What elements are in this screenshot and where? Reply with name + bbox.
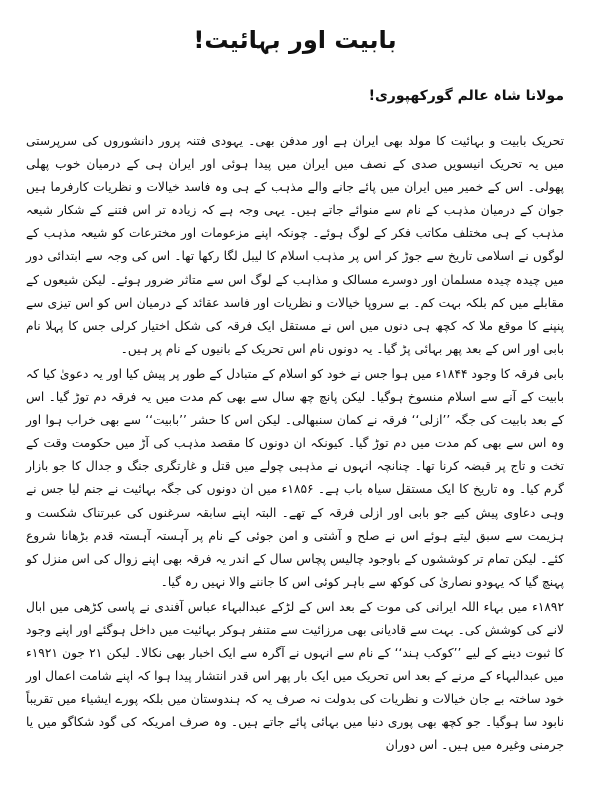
article-body [26,130,564,758]
article-title: بابیت اور بہائیت! [193,26,397,54]
paragraph-3: ۱۸۹۲ء میں بہاء اللہ ایرانی کی موت کے بعد اس کے لڑکے عبدالبہاء عباس آفندی نے پاسی کڑھی میں ابال لانے کی کوشش کی۔ بہت سے قادیانی بھی مرزائیت سے متنفر ہوکر بہائیت میں داخل ہوگئے اور اپنے وجود کا ثبوت دینے کے لیے ’’کوکب ہند‘‘ کے نام سے انہوں نے آگرہ سے ایک اخبار بھی نکالا۔ لیکن ۲۱ جون ۱۹۲۱ء میں عبدالبہاء کے مرنے کے بعد اس تحریک میں ایک بار پھر اس قدر انتشار پیدا ہوا کہ اپنے شامت اعمال اور خود ساختہ بے جان خیالات و نظریات کی بدولت نہ صرف یہ کہ ہندوستان میں بلکہ پورے ایشیاء میں تقریباً نابود سا ہوگیا۔ جو کچھ بھی پوری دنیا میں بہائی پائے جاتے ہیں۔ وہ صرف امریکہ کی گود شکاگو میں یا جرمنی وغیرہ میں ہیں۔ اس دوران [26,599,564,753]
paragraph-2: بابی فرقہ کا وجود ۱۸۴۴ء میں ہوا جس نے خود کو اسلام کے متبادل کے طور پر پیش کیا اور یہ دعویٰ کیا کہ بابیت کے آنے سے اسلام منسوخ ہوگیا۔ لیکن پانچ چھ سال سے بھی کم مدت میں یہ فرقہ دم توڑ گیا۔ اس کے بعد بابیت کی جگہ ’’ازلی‘‘ فرقہ نے کمان سنبھالی۔ لیکن اس کا حشر ’’بابیت‘‘ سے بھی خراب ہوا اور وہ اس سے بھی کم مدت میں دم توڑ گیا۔ کیونکہ ان دونوں کا مقصد مذہب کی آڑ میں حکومت وقت کے تخت و تاج پر قبضہ کرنا تھا۔ چنانچہ انہوں نے مذہبی چولے میں قتل و غارتگری جنگ و جدال کا جو بازار گرم کیا۔ وہ تاریخ کا ایک مستقل سیاہ باب ہے۔ ۱۸۵۶ء میں ان دونوں کی جگہ بہائیت نے جنم لیا جس نے وہی دعاوی پیش کیے جو بابی اور ازلی فرقہ کے تھے۔ البتہ اپنے سابقہ سرغنوں کی عبرتناک شکست و ہزیمت سے سبق لیتے ہوئے اس نے صلح و آشتی و امن جوئی کے نام پر آہستہ آہستہ قدم بڑھانا شروع کئے۔ لیکن تمام تر کوششوں کے باوجود چالیس پچاس سال کے اندر یہ فرقہ بھی اپنے زوال کی اس منزل کو پہنچ گیا کہ یہودو نصاریٰ کی کوکھ سے باہر کوئی اس کا جاننے والا نہیں رہ گیا۔ [26,366,564,589]
article-author: مولانا شاہ عالم گورکھپوری! [368,88,564,104]
paragraph-1: تحریک بابیت و بہائیت کا مولد بھی ایران ہے اور مدفن بھی۔ یہودی فتنہ پرور دانشوروں کی سرپرستی میں یہ تحریک انیسویں صدی کے نصف میں ایران میں پیدا ہوئی اور ایران ہی کے درمیان خوب پھلی پھولی۔ اس کے خمیر میں ایران میں پائے جانے والے مذہب کے ہی وہ فاسد خیالات و نظریات کارفرما ہیں جوان کے درمیان مذہب کے نام سے منوائے جاتے ہیں۔ یہی وجہ ہے کہ زیادہ تر اس فتنے کے شکار شیعہ مذہب کے ہی مختلف مکاتب فکر کے لوگ ہوئے۔ چونکہ اپنے مزعومات اور مخترعات کو شیعہ مذہب کے لوگوں نے اسلامی تاریخ سے جوڑ کر اس پر مذہب اسلام کا لیبل لگا رکھا تھا۔ اس کی وجہ سے ابتدائی دور میں چیدہ چیدہ مسلمان اور دوسرے مسالک و مذاہب کے لوگ اس سے متاثر ضرور ہوئے۔ لیکن شیعوں کے مقابلے میں کم بلکہ بہت کم۔ بے سروپا خیالات و نظریات اور فاسد عقائد کے درمیان اس کو اس تیزی سے پنپنے کا موقع ملا کہ کچھ ہی دنوں میں اس نے مستقل ایک فرقہ کی شکل اختیار کرلی جس کا پہلا نام بابی اور اس کے بعد پھر بہائی پڑ گیا۔ یہ دونوں نام اس تحریک کے بانیوں کے نام پر ہیں۔ [26,134,564,356]
